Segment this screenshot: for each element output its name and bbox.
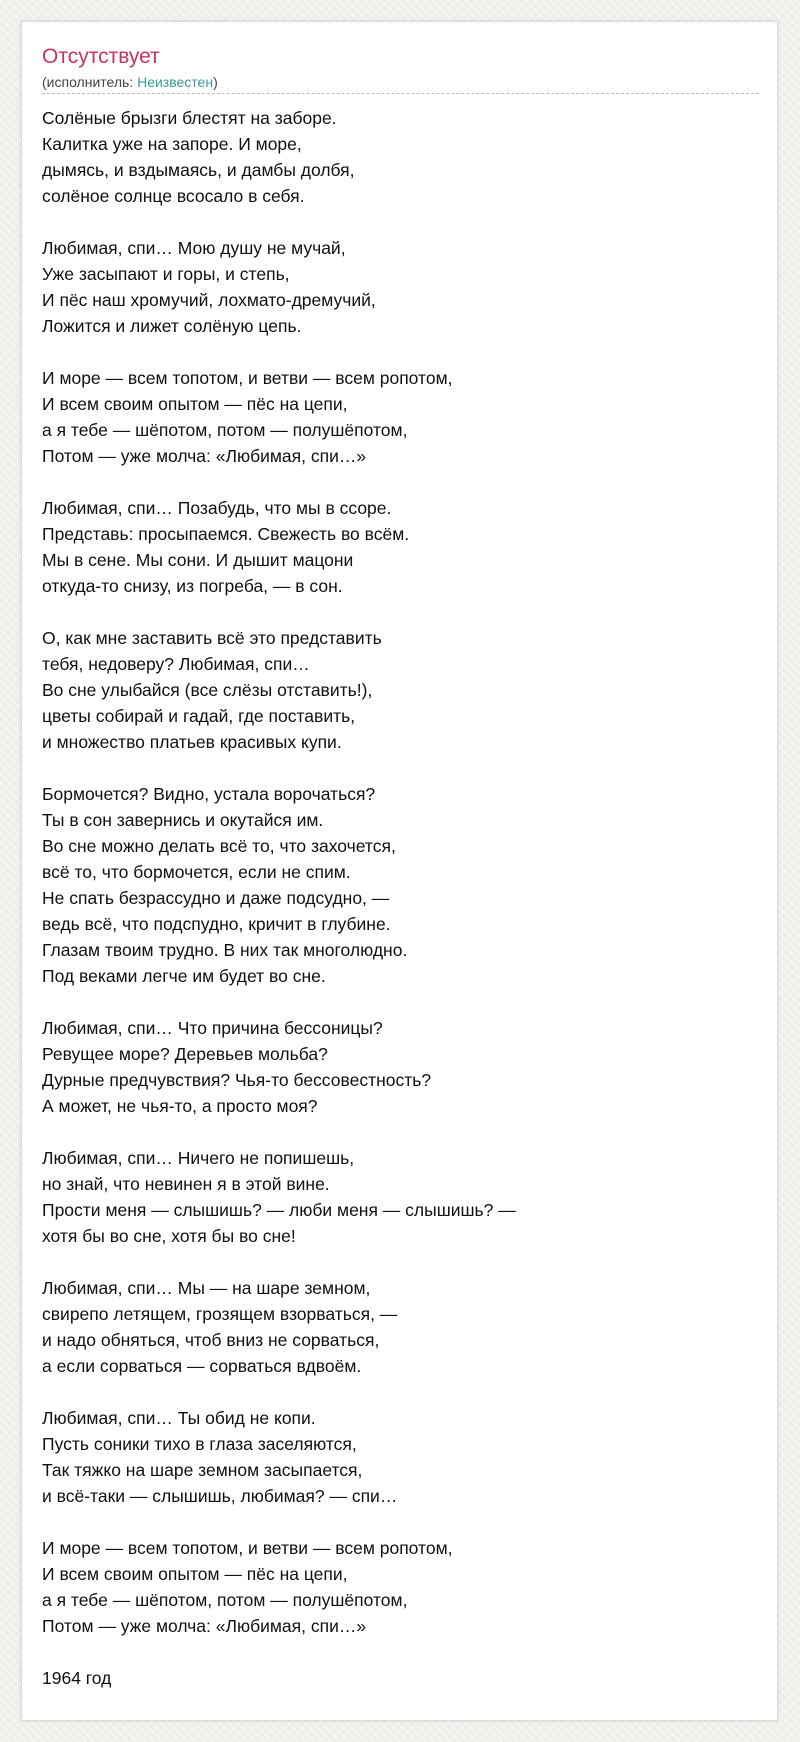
lyric-line: но знай, что невинен я в этой вине. <box>42 1174 330 1194</box>
lyric-line: а если сорваться — сорваться вдвоём. <box>42 1356 362 1376</box>
song-year: 1964 год <box>42 1668 112 1688</box>
stanza <box>42 365 742 469</box>
lyric-line: Любимая, спи… Позабудь, что мы в ссоре. <box>42 498 392 518</box>
stanza <box>42 495 742 599</box>
lyric-line: О, как мне заставить всё это представить <box>42 628 382 648</box>
performer-suffix: ) <box>213 74 218 90</box>
lyric-line: и надо обняться, чтоб вниз не сорваться, <box>42 1330 380 1350</box>
stanza <box>42 625 742 755</box>
lyric-line: И всем своим опытом — пёс на цепи, <box>42 394 348 414</box>
divider <box>42 93 759 94</box>
lyric-line: цветы собирай и гадай, где поставить, <box>42 706 356 726</box>
performer-link[interactable]: Неизвестен <box>137 74 214 90</box>
lyric-line: Представь: просыпаемся. Свежесть во всём. <box>42 524 410 544</box>
lyric-line: Уже засыпают и горы, и степь, <box>42 264 290 284</box>
lyric-line: солёное солнце всосало в себя. <box>42 186 305 206</box>
lyric-line: свирепо летящем, грозящем взорваться, — <box>42 1304 398 1324</box>
lyric-line: И море — всем топотом, и ветви — всем ропотом, <box>42 368 453 388</box>
lyric-line: А может, не чья-то, а просто моя? <box>42 1096 318 1116</box>
lyric-line: Так тяжко на шаре земном засыпается, <box>42 1460 363 1480</box>
song-title: Отсутствует <box>42 45 160 68</box>
lyric-line: Ревущее море? Деревьев мольба? <box>42 1044 328 1064</box>
stanza <box>42 1015 742 1119</box>
stanza <box>42 1275 742 1379</box>
lyric-line: Мы в сене. Мы сони. И дышит мацони <box>42 550 354 570</box>
lyric-line: Ты в сон завернись и окутайся им. <box>42 810 324 830</box>
lyric-line: дымясь, и вздымаясь, и дамбы долбя, <box>42 160 355 180</box>
lyric-line: откуда-то снизу, из погреба, — в сон. <box>42 576 343 596</box>
performer-prefix: (исполнитель: <box>42 74 138 90</box>
stanza <box>42 235 742 339</box>
lyrics-text <box>42 105 742 1691</box>
lyric-line: ведь всё, что подспудно, кричит в глубине. <box>42 914 391 934</box>
lyric-line: Дурные предчувствия? Чья-то бессовестность? <box>42 1070 432 1090</box>
lyric-line: Любимая, спи… Что причина бессоницы? <box>42 1018 383 1038</box>
lyric-line: И всем своим опытом — пёс на цепи, <box>42 1564 348 1584</box>
lyric-line: Во сне улыбайся (все слёзы отставить!), <box>42 680 373 700</box>
stanza <box>42 781 742 989</box>
lyric-line: Во сне можно делать всё то, что захочется, <box>42 836 396 856</box>
lyric-line: Не спать безрассудно и даже подсудно, — <box>42 888 390 908</box>
lyric-line: а я тебе — шёпотом, потом — полушёпотом, <box>42 420 408 440</box>
lyric-line: и всё-таки — слышишь, любимая? — спи… <box>42 1486 398 1506</box>
lyric-line: тебя, недоверу? Любимая, спи… <box>42 654 310 674</box>
lyric-line: Под веками легче им будет во сне. <box>42 966 326 986</box>
performer-line <box>42 73 218 91</box>
lyric-line: И пёс наш хромучий, лохмато-дремучий, <box>42 290 376 310</box>
stanza <box>42 1145 742 1249</box>
lyric-line: Потом — уже молча: «Любимая, спи…» <box>42 446 367 466</box>
stanza <box>42 1535 742 1639</box>
lyric-line: Любимая, спи… Ничего не попишешь, <box>42 1148 355 1168</box>
lyric-line: Глазам твоим трудно. В них так многолюдно. <box>42 940 408 960</box>
lyric-line: Калитка уже на запоре. И море, <box>42 134 302 154</box>
lyrics-card <box>21 21 778 1721</box>
lyric-line: Потом — уже молча: «Любимая, спи…» <box>42 1616 367 1636</box>
lyric-line: всё то, что бормочется, если не спим. <box>42 862 351 882</box>
lyric-line: Любимая, спи… Мою душу не мучай, <box>42 238 346 258</box>
stanza <box>42 1405 742 1509</box>
lyric-line: Бормочется? Видно, устала ворочаться? <box>42 784 376 804</box>
lyric-line: Пусть соники тихо в глаза заселяются, <box>42 1434 357 1454</box>
stanza <box>42 105 742 209</box>
lyric-line: а я тебе — шёпотом, потом — полушёпотом, <box>42 1590 408 1610</box>
lyric-line: Ложится и лижет солёную цепь. <box>42 316 302 336</box>
lyric-line: хотя бы во сне, хотя бы во сне! <box>42 1226 296 1246</box>
lyric-line: Любимая, спи… Мы — на шаре земном, <box>42 1278 371 1298</box>
lyric-line: Солёные брызги блестят на заборе. <box>42 108 337 128</box>
lyric-line: И море — всем топотом, и ветви — всем ропотом, <box>42 1538 453 1558</box>
lyric-line: Любимая, спи… Ты обид не копи. <box>42 1408 316 1428</box>
lyric-line: Прости меня — слышишь? — люби меня — слышишь? — <box>42 1200 516 1220</box>
lyric-line: и множество платьев красивых купи. <box>42 732 342 752</box>
